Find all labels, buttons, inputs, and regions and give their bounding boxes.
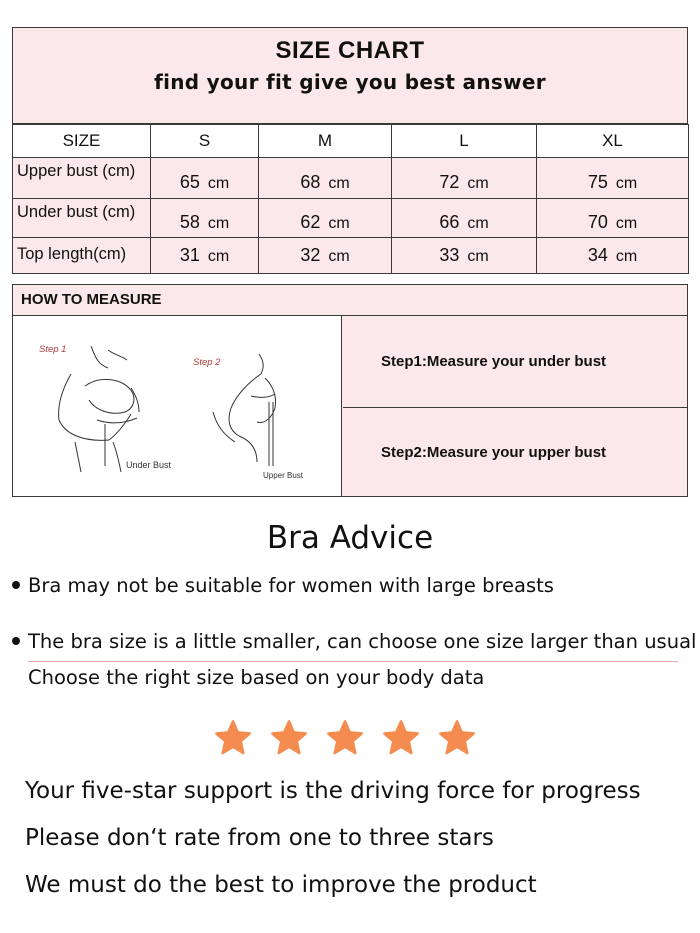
measuring-illustration: [13, 316, 342, 496]
cell-unit: cm: [207, 214, 230, 232]
table-cell: [392, 238, 537, 274]
size-chart-title: SIZE CHART: [275, 37, 425, 64]
cell-value: 72: [439, 171, 460, 192]
table-cell: [151, 199, 259, 238]
step1-figure-label: Step 1: [39, 344, 67, 355]
under-bust-caption: Under Bust: [126, 460, 172, 470]
column-header: XL: [537, 125, 689, 158]
cell-value: 33: [439, 245, 460, 265]
cell-unit: cm: [467, 248, 489, 265]
table-row: [13, 158, 689, 199]
table-cell: [151, 158, 259, 199]
cell-value: 65: [179, 171, 200, 192]
column-header: M: [259, 125, 392, 158]
cell-value: 75: [587, 171, 608, 192]
divider: [28, 661, 678, 662]
table-row: [13, 238, 689, 274]
advice-title: Bra Advice: [266, 520, 434, 556]
column-header: SIZE: [13, 125, 151, 158]
how-to-measure-title: HOW TO MEASURE: [13, 285, 687, 316]
star-icon: [437, 718, 477, 758]
cell-value: 66: [439, 211, 460, 232]
table-cell: [151, 238, 259, 274]
advice-bullet: [12, 574, 554, 597]
how-to-measure-panel: [12, 284, 688, 497]
advice-bullet-text: Bra may not be suitable for women with large breasts: [28, 574, 554, 597]
bullet-dot-icon: [12, 581, 20, 589]
cell-value: 70: [587, 211, 608, 232]
star-rating: [213, 718, 483, 762]
size-chart-subtitle: find your fit give you best answer: [154, 70, 546, 94]
step2-figure-label: Step 2: [193, 357, 221, 368]
row-label: Upper bust (cm): [13, 158, 151, 199]
table-cell: [392, 199, 537, 238]
advice-bullet: [12, 630, 696, 653]
size-chart-header: [12, 27, 688, 124]
cell-value: 32: [300, 245, 321, 265]
table-cell: [537, 158, 689, 199]
measuring-figures-icon: [13, 316, 342, 496]
star-icon: [269, 718, 309, 758]
closing-line: Your five-star support is the driving force for progress: [25, 778, 641, 804]
cell-unit: cm: [615, 248, 638, 265]
cell-unit: cm: [328, 214, 350, 232]
cell-value: 58: [179, 211, 200, 232]
star-icon: [325, 718, 365, 758]
cell-unit: cm: [328, 174, 350, 192]
table-row: [13, 199, 689, 238]
cell-value: 68: [300, 171, 321, 192]
bullet-dot-icon: [12, 637, 20, 645]
table-cell: [259, 199, 392, 238]
table-cell: [392, 158, 537, 199]
table-cell: [537, 199, 689, 238]
row-label: Under bust (cm): [13, 199, 151, 238]
star-icon: [381, 718, 421, 758]
cell-value: 62: [300, 211, 321, 232]
cell-unit: cm: [328, 248, 350, 265]
column-header: S: [151, 125, 259, 158]
cell-unit: cm: [467, 214, 489, 232]
cell-unit: cm: [615, 174, 638, 192]
star-icon: [213, 718, 253, 758]
table-cell: [537, 238, 689, 274]
table-header-row: [13, 125, 689, 158]
cell-value: 31: [179, 245, 200, 265]
upper-bust-caption: Upper Bust: [263, 471, 304, 480]
step1-instruction: Step1:Measure your under bust: [343, 316, 687, 408]
row-label: Top length(cm): [13, 238, 151, 274]
table-cell: [259, 158, 392, 199]
step2-instruction: Step2:Measure your upper bust: [381, 443, 607, 461]
cell-unit: cm: [615, 214, 638, 232]
closing-line: Please don‘t rate from one to three stars: [25, 825, 494, 851]
cell-unit: cm: [467, 174, 489, 192]
column-header: L: [392, 125, 537, 158]
advice-sub-line: Choose the right size based on your body data: [28, 666, 485, 689]
cell-unit: cm: [207, 248, 230, 265]
closing-line: We must do the best to improve the product: [25, 872, 537, 898]
table-cell: [259, 238, 392, 274]
size-table: [12, 124, 689, 274]
cell-value: 34: [587, 245, 608, 265]
advice-bullet-text: The bra size is a little smaller, can choose one size larger than usual: [28, 630, 697, 653]
cell-unit: cm: [207, 174, 230, 192]
